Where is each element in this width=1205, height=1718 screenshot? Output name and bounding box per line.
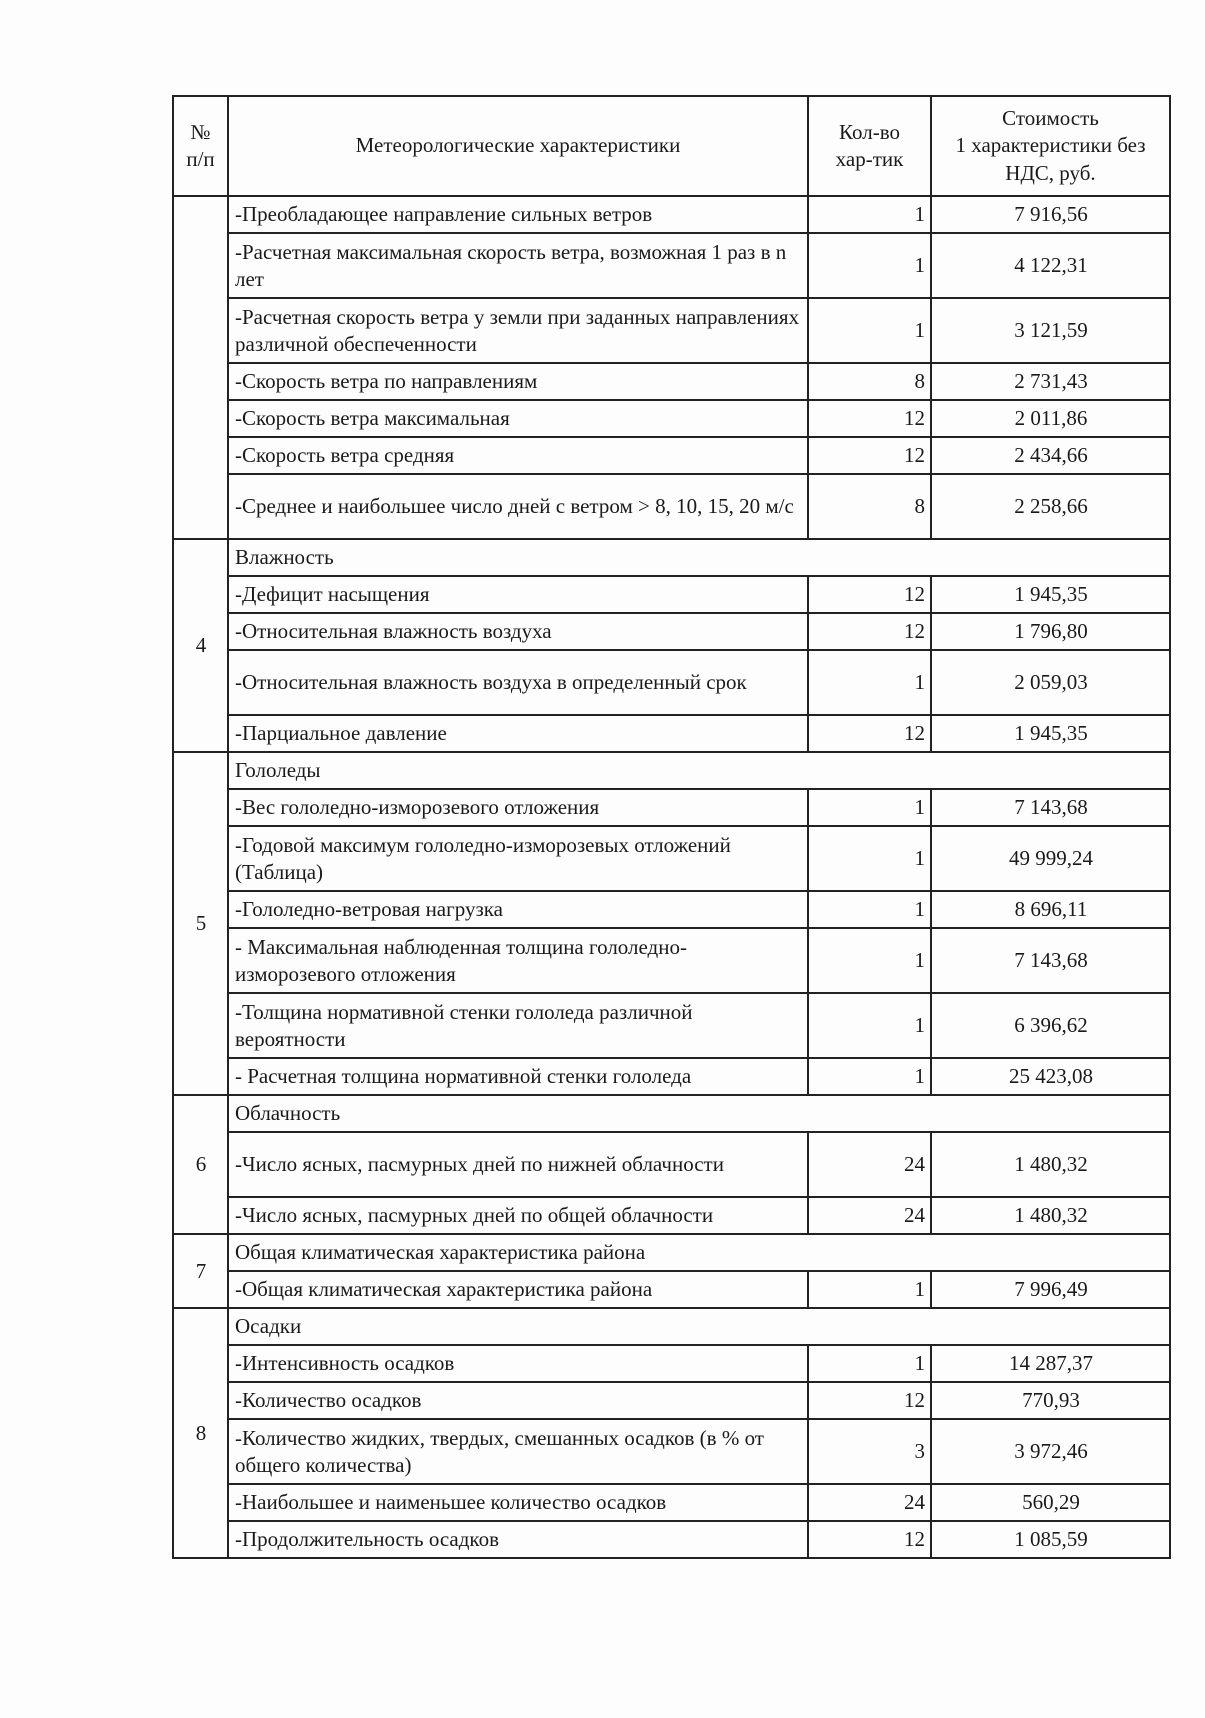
characteristic-count: 1 [808, 1058, 931, 1095]
characteristic-count: 1 [808, 891, 931, 928]
section-title: Влажность [228, 539, 1170, 576]
characteristic-name: -Количество жидких, твердых, смешанных осадков (в % от общего количества) [228, 1419, 808, 1484]
characteristic-cost: 49 999,24 [931, 826, 1170, 891]
characteristic-cost: 2 258,66 [931, 474, 1170, 539]
group-number: 4 [173, 539, 228, 752]
characteristic-cost: 4 122,31 [931, 233, 1170, 298]
characteristic-cost: 2 059,03 [931, 650, 1170, 715]
section-title: Гололеды [228, 752, 1170, 789]
header-num-text: № п/п [186, 119, 215, 171]
characteristic-name: -Количество осадков [228, 1382, 808, 1419]
section-row [173, 539, 1170, 576]
characteristic-count: 1 [808, 196, 931, 233]
characteristic-name: -Гололедно-ветровая нагрузка [228, 891, 808, 928]
characteristic-count: 1 [808, 650, 931, 715]
characteristic-cost: 2 731,43 [931, 363, 1170, 400]
characteristic-name: -Скорость ветра максимальная [228, 400, 808, 437]
characteristic-count: 8 [808, 363, 931, 400]
characteristic-name: -Относительная влажность воздуха [228, 613, 808, 650]
characteristic-count: 1 [808, 826, 931, 891]
characteristic-count: 24 [808, 1484, 931, 1521]
characteristic-count: 3 [808, 1419, 931, 1484]
table-row [173, 196, 1170, 233]
characteristic-count: 12 [808, 1382, 931, 1419]
characteristic-cost: 7 143,68 [931, 789, 1170, 826]
characteristic-cost: 2 434,66 [931, 437, 1170, 474]
table-header-row [173, 96, 1170, 196]
characteristic-cost: 770,93 [931, 1382, 1170, 1419]
section-row [173, 1095, 1170, 1132]
characteristic-count: 24 [808, 1197, 931, 1234]
table-row [173, 1271, 1170, 1308]
characteristic-name: -Скорость ветра средняя [228, 437, 808, 474]
characteristic-cost: 7 996,49 [931, 1271, 1170, 1308]
characteristic-count: 24 [808, 1132, 931, 1197]
characteristic-count: 1 [808, 928, 931, 993]
table-row [173, 1345, 1170, 1382]
characteristic-count: 1 [808, 1345, 931, 1382]
group-number-empty [173, 196, 228, 539]
characteristic-cost: 3 972,46 [931, 1419, 1170, 1484]
characteristic-count: 1 [808, 993, 931, 1058]
section-row [173, 752, 1170, 789]
characteristic-name: -Среднее и наибольшее число дней с ветром > 8, 10, 15, 20 м/с [228, 474, 808, 539]
characteristic-name: -Вес гололедно-изморозевого отложения [228, 789, 808, 826]
characteristic-name: -Расчетная максимальная скорость ветра, возможная 1 раз в n лет [228, 233, 808, 298]
characteristic-cost: 1 945,35 [931, 715, 1170, 752]
section-row [173, 1308, 1170, 1345]
characteristic-name: -Число ясных, пасмурных дней по нижней облачности [228, 1132, 808, 1197]
table-row [173, 891, 1170, 928]
characteristic-cost: 8 696,11 [931, 891, 1170, 928]
characteristic-name: -Дефицит насыщения [228, 576, 808, 613]
table-row [173, 650, 1170, 715]
table-row [173, 576, 1170, 613]
table-row [173, 715, 1170, 752]
characteristic-count: 12 [808, 400, 931, 437]
table-row [173, 993, 1170, 1058]
table-row [173, 1197, 1170, 1234]
group-number: 5 [173, 752, 228, 1095]
table-row [173, 400, 1170, 437]
table-row [173, 474, 1170, 539]
characteristic-count: 8 [808, 474, 931, 539]
section-title: Общая климатическая характеристика района [228, 1234, 1170, 1271]
characteristic-count: 1 [808, 1271, 931, 1308]
table-row [173, 233, 1170, 298]
characteristic-cost: 1 796,80 [931, 613, 1170, 650]
meteorological-characteristics-table [172, 95, 1171, 1559]
table-body [173, 196, 1170, 1558]
characteristic-cost: 7 143,68 [931, 928, 1170, 993]
characteristic-cost: 25 423,08 [931, 1058, 1170, 1095]
table-row [173, 363, 1170, 400]
characteristic-name: -Общая климатическая характеристика района [228, 1271, 808, 1308]
characteristic-name: - Расчетная толщина нормативной стенки гололеда [228, 1058, 808, 1095]
characteristic-cost: 1 480,32 [931, 1132, 1170, 1197]
characteristic-count: 1 [808, 789, 931, 826]
header-count-text: Кол-во хар-тик [835, 119, 904, 171]
characteristic-name: -Расчетная скорость ветра у земли при заданных направлениях различной обеспеченности [228, 298, 808, 363]
characteristic-cost: 3 121,59 [931, 298, 1170, 363]
table-row [173, 613, 1170, 650]
characteristic-name: -Относительная влажность воздуха в определенный срок [228, 650, 808, 715]
characteristic-count: 12 [808, 613, 931, 650]
characteristic-name: -Интенсивность осадков [228, 1345, 808, 1382]
header-cost [931, 96, 1170, 196]
characteristic-cost: 2 011,86 [931, 400, 1170, 437]
characteristic-count: 1 [808, 233, 931, 298]
characteristic-count: 12 [808, 576, 931, 613]
characteristic-count: 12 [808, 437, 931, 474]
table-row [173, 437, 1170, 474]
table-row [173, 298, 1170, 363]
header-characteristic-text: Метеорологические характеристики [355, 133, 681, 158]
table-row [173, 1058, 1170, 1095]
header-cost-text: Стоимость 1 характеристики без НДС, руб. [955, 106, 1146, 185]
characteristic-name: -Продолжительность осадков [228, 1521, 808, 1558]
characteristic-cost: 14 287,37 [931, 1345, 1170, 1382]
characteristic-cost: 6 396,62 [931, 993, 1170, 1058]
group-number: 7 [173, 1234, 228, 1308]
characteristic-cost: 1 945,35 [931, 576, 1170, 613]
characteristic-count: 12 [808, 715, 931, 752]
table-row [173, 928, 1170, 993]
characteristic-name: -Скорость ветра по направлениям [228, 363, 808, 400]
header-characteristic [228, 96, 808, 196]
section-title: Осадки [228, 1308, 1170, 1345]
header-num [173, 96, 228, 196]
characteristic-cost: 560,29 [931, 1484, 1170, 1521]
table-row [173, 1382, 1170, 1419]
characteristic-name: -Годовой максимум гололедно-изморозевых отложений (Таблица) [228, 826, 808, 891]
group-number: 6 [173, 1095, 228, 1234]
section-title: Облачность [228, 1095, 1170, 1132]
characteristic-name: - Максимальная наблюденная толщина гололедно-изморозевого отложения [228, 928, 808, 993]
characteristic-cost: 1 480,32 [931, 1197, 1170, 1234]
characteristic-name: -Парциальное давление [228, 715, 808, 752]
characteristic-name: -Наибольшее и наименьшее количество осадков [228, 1484, 808, 1521]
section-row [173, 1234, 1170, 1271]
characteristic-count: 12 [808, 1521, 931, 1558]
characteristic-cost: 7 916,56 [931, 196, 1170, 233]
table-row [173, 1132, 1170, 1197]
characteristic-count: 1 [808, 298, 931, 363]
table-row [173, 1419, 1170, 1484]
characteristic-cost: 1 085,59 [931, 1521, 1170, 1558]
characteristic-name: -Число ясных, пасмурных дней по общей облачности [228, 1197, 808, 1234]
header-count [808, 96, 931, 196]
table-row [173, 826, 1170, 891]
characteristic-name: -Толщина нормативной стенки гололеда различной вероятности [228, 993, 808, 1058]
group-number: 8 [173, 1308, 228, 1558]
characteristic-name: -Преобладающее направление сильных ветров [228, 196, 808, 233]
table-row [173, 789, 1170, 826]
table-row [173, 1484, 1170, 1521]
table-row [173, 1521, 1170, 1558]
